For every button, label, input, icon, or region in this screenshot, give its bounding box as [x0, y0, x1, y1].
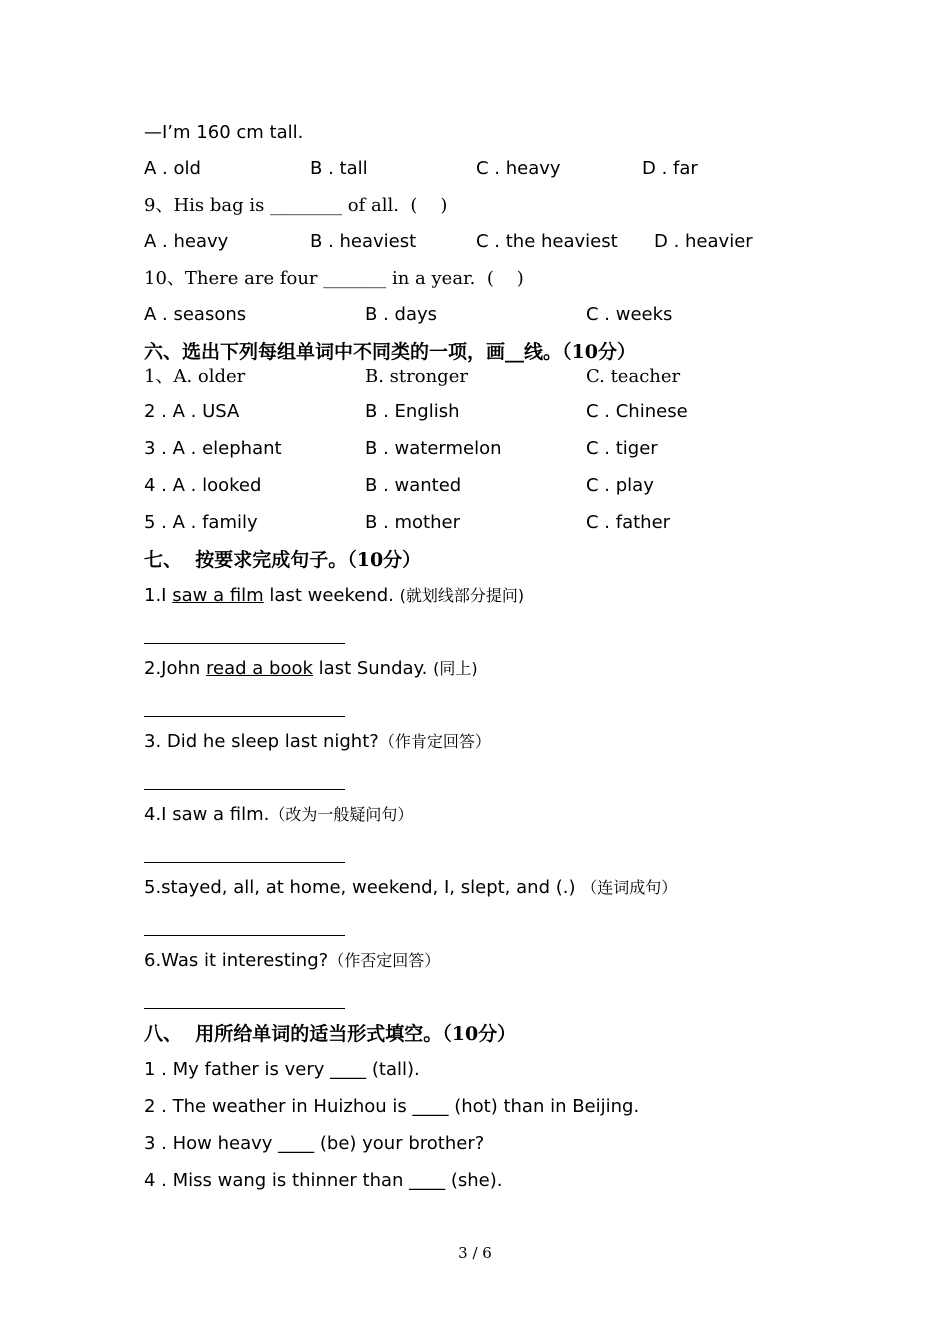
s7-answer-line-3[interactable]	[144, 789, 345, 790]
q8-answer-line: —I’m 160 cm tall.	[144, 122, 304, 143]
s7-answer-line-6[interactable]	[144, 1008, 345, 1009]
s7-answer-line-1[interactable]	[144, 643, 345, 644]
s7-item6-note: （作否定回答）	[328, 951, 441, 970]
s7-item3-note: （作肯定回答）	[378, 732, 491, 751]
q10-stem: 10、There are four _______ in a year. ( )	[144, 268, 524, 289]
s7-item4-pre: 4.I saw a film.	[144, 804, 270, 825]
s7-item2-post: last Sunday.	[312, 658, 434, 679]
s7-item5-pre: 5.stayed, all, at home, weekend, I, slept, and (.)	[144, 877, 582, 898]
s7-item1-underlined: saw a film	[172, 585, 264, 606]
s6-row3-a: 3 . A . elephant	[144, 438, 282, 459]
s8-item1: 1 . My father is very ____ (tall).	[144, 1059, 420, 1080]
s6-row5-b: B . mother	[365, 512, 461, 533]
s7-item2-underlined: read a book	[206, 658, 313, 679]
s6-row4-b: B . wanted	[365, 475, 462, 496]
s7-item6-pre: 6.Was it interesting?	[144, 950, 329, 971]
s6-row2-b: B . English	[365, 401, 460, 422]
s7-answer-line-5[interactable]	[144, 935, 345, 936]
section6-title: 六、选出下列每组单词中不同类的一项，画__线。（10分）	[144, 341, 636, 363]
s8-item2: 2 . The weather in Huizhou is ____ (hot) than in Beijing.	[144, 1096, 640, 1117]
s7-item1	[144, 585, 524, 607]
q9-option-d: D . heavier	[654, 231, 753, 252]
s6-row2-a: 2 . A . USA	[144, 401, 240, 422]
s6-row3-b: B . watermelon	[365, 438, 502, 459]
q8-option-c: C . heavy	[476, 158, 561, 179]
s6-row2-c: C . Chinese	[586, 401, 688, 422]
s7-item1-note: (就划线部分提问)	[399, 586, 525, 605]
s7-answer-line-4[interactable]	[144, 862, 345, 863]
s7-item3	[144, 731, 491, 753]
s6-row5-c: C . father	[586, 512, 671, 533]
s7-item5	[144, 877, 677, 899]
q9-option-c: C . the heaviest	[476, 231, 618, 252]
s7-item1-post: last weekend.	[263, 585, 400, 606]
s7-item5-note: （连词成句）	[581, 878, 678, 897]
s6-row3-c: C . tiger	[586, 438, 658, 459]
s7-item6	[144, 950, 440, 972]
s6-row1-b: B. stronger	[365, 366, 468, 387]
s6-row1-c: C. teacher	[586, 366, 681, 387]
page-number: 3 / 6	[458, 1244, 492, 1262]
q9-option-b: B . heaviest	[310, 231, 417, 252]
q8-option-a: A . old	[144, 158, 201, 179]
s7-item4	[144, 804, 413, 826]
s7-answer-line-2[interactable]	[144, 716, 345, 717]
q10-option-c: C . weeks	[586, 304, 673, 325]
s6-row4-a: 4 . A . looked	[144, 475, 262, 496]
s7-item2-pre: 2.John	[144, 658, 207, 679]
q9-option-a: A . heavy	[144, 231, 229, 252]
q8-option-d: D . far	[642, 158, 698, 179]
q10-option-b: B . days	[365, 304, 437, 325]
q10-option-a: A . seasons	[144, 304, 247, 325]
s7-item4-note: （改为一般疑问句）	[269, 805, 414, 824]
q9-stem: 9、His bag is ________ of all. ( )	[144, 195, 448, 216]
s6-row4-c: C . play	[586, 475, 654, 496]
s8-item4: 4 . Miss wang is thinner than ____ (she).	[144, 1170, 503, 1191]
s7-item3-pre: 3. Did he sleep last night?	[144, 731, 379, 752]
s6-row5-a: 5 . A . family	[144, 512, 258, 533]
q8-option-b: B . tall	[310, 158, 368, 179]
section8-title: 八、 用所给单词的适当形式填空。（10分）	[144, 1023, 517, 1045]
s7-item2-note: (同上)	[433, 659, 478, 678]
s8-item3: 3 . How heavy ____ (be) your brother?	[144, 1133, 485, 1154]
s6-row1-a: 1、A. older	[144, 366, 246, 387]
section7-title: 七、 按要求完成句子。（10分）	[144, 549, 422, 571]
s7-item2	[144, 658, 478, 680]
s7-item1-pre: 1.I	[144, 585, 173, 606]
